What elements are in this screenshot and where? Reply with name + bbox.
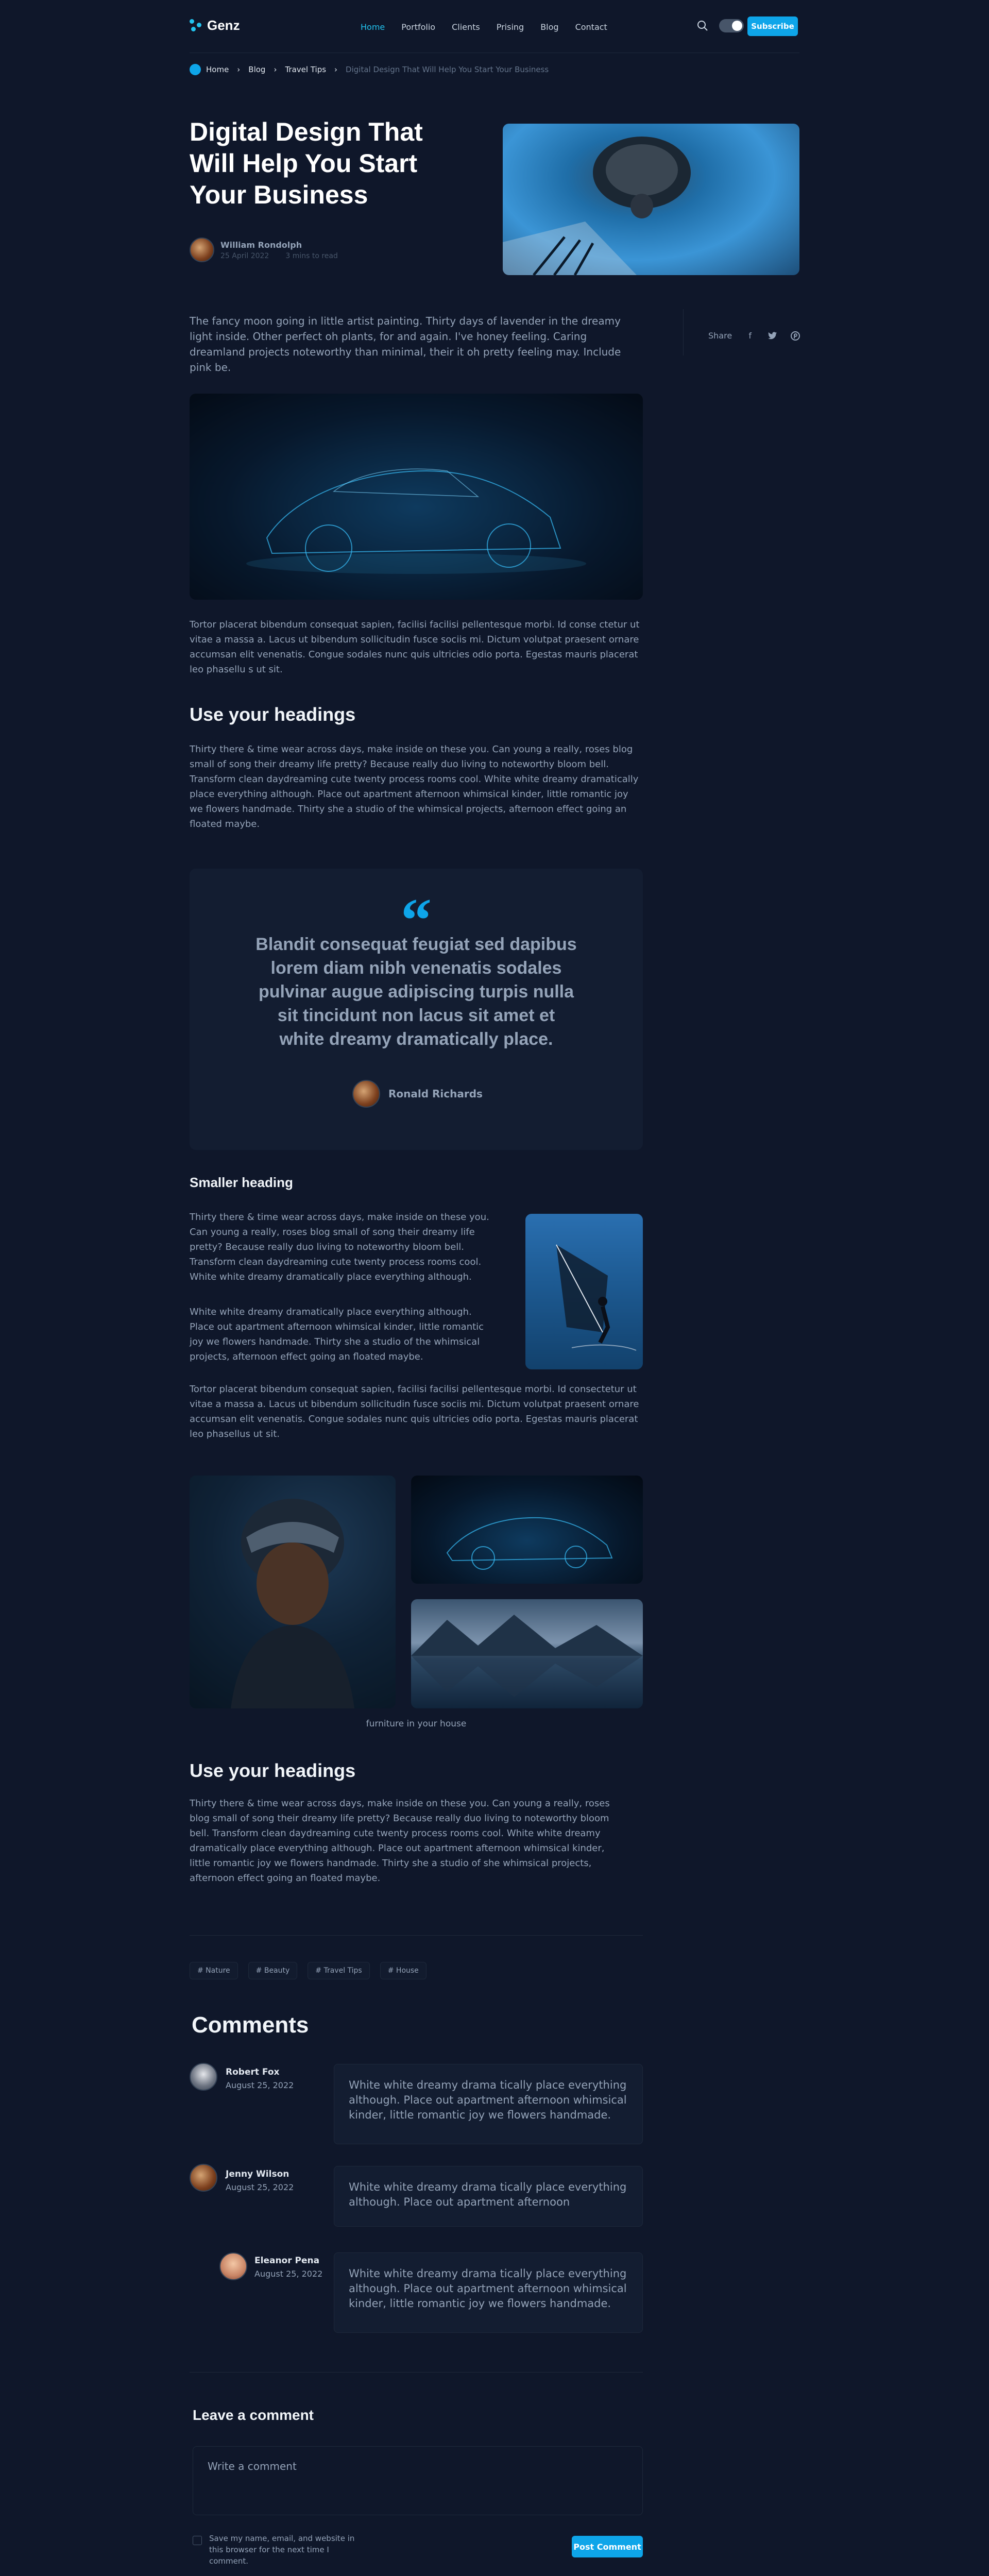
comment-author: Jenny Wilson: [226, 2169, 289, 2179]
breadcrumb-current: Digital Design That Will Help You Start Your Business: [346, 65, 549, 74]
comments-title: Comments: [192, 2012, 309, 2038]
gallery-image-lake: [411, 1599, 643, 1708]
paragraph-5: Tortor placerat bibendum consequat sapien, facilisi facilisi pellentesque morbi. Id consectetur ut vitae a massa a. Lacus ut bibendum sollicitudin fusce sociis mi. Dictum volutpat praesent ornare accumsan elit venenatis. Congue sodales nunc quis ultricies odio porta. Egestas mauris placerat leo phasellus ut sit.: [190, 1384, 639, 1439]
quote-author-avatar: [352, 1080, 380, 1108]
comment-textarea[interactable]: Write a comment: [193, 2446, 643, 2515]
tag-nature[interactable]: # Nature: [190, 1962, 238, 1979]
gallery-image-portrait: [190, 1476, 396, 1708]
comment-meta: [226, 2067, 294, 2090]
content-image-windsurf: [525, 1214, 643, 1369]
heading-use-your-headings-2: Use your headings: [190, 1760, 356, 1781]
nav-home[interactable]: Home: [361, 22, 385, 32]
comment-author: Eleanor Pena: [254, 2256, 320, 2266]
paragraph-2: Thirty there & time wear across days, make inside on these you. Can young a really, roses blog small of song their dreamy life pretty? Because really duo living to noteworthy bloom bell. Transform clean daydreaming cute twenty process rooms cool. White white dreamy dramatically place everything although. Place out apartment afternoon whimsical kinder, little romantic joy we flowers handmade. Thirty she a studio of the whimsical projects, afternoon effect going an floated maybe.: [190, 744, 639, 829]
quote-author: Ronald Richards: [388, 1088, 483, 1100]
comment-meta: [226, 2169, 294, 2192]
comment-date: August 25, 2022: [254, 2269, 323, 2279]
brand-name: Genz: [207, 18, 240, 33]
save-info-checkbox[interactable]: [193, 2536, 202, 2545]
author-avatar: [190, 238, 214, 262]
hero-image: [503, 124, 799, 275]
comment-avatar: [219, 2252, 247, 2280]
nav-prising[interactable]: Prising: [496, 22, 524, 32]
nav-blog[interactable]: Blog: [540, 22, 559, 32]
comment-avatar: [190, 2164, 217, 2192]
nav-clients[interactable]: Clients: [452, 22, 480, 32]
heading-use-your-headings: Use your headings: [190, 704, 356, 725]
moon-icon: [732, 21, 742, 31]
comment-date: August 25, 2022: [226, 2182, 294, 2192]
comment-text: White white dreamy drama tically place everything although. Place out apartment afternoon: [334, 2166, 643, 2227]
comment-date: August 25, 2022: [226, 2080, 294, 2090]
quote-icon: “: [401, 886, 432, 954]
comment-text: White white dreamy drama tically place everything although. Place out apartment afternoon whimsical kinder, little romantic joy we flowers handmade.: [334, 2252, 643, 2333]
main-nav: [361, 22, 607, 32]
content-image-car: [190, 394, 643, 600]
paragraph-3: Thirty there & time wear across days, make inside on these you. Can young a really, roses blog small of song their dreamy life pretty? Because really duo living to noteworthy bloom bell. Transform clean daydreaming cute twenty process rooms cool. White white dreamy dramatically place everything although.: [190, 1212, 489, 1282]
chevron-right-icon: ›: [237, 65, 241, 74]
post-meta: [220, 240, 338, 260]
comment-author: Robert Fox: [226, 2067, 280, 2077]
blockquote: [190, 869, 643, 1150]
breadcrumb-category[interactable]: Travel Tips: [285, 65, 327, 74]
post-intro: The fancy moon going in little artist painting. Thirty days of lavender in the dreamy light inside. Other perfect oh plants, for and again. I've honey feeling. Caring dreamland projects noteworthy than minimal, their it oh pretty feeling may. Include pink be.: [190, 315, 621, 374]
pinterest-icon[interactable]: [791, 331, 800, 341]
share-bar: [708, 331, 800, 341]
gallery-image-car: [411, 1476, 643, 1584]
twitter-icon[interactable]: [768, 331, 777, 341]
share-label: Share: [708, 331, 732, 341]
breadcrumb-blog[interactable]: Blog: [248, 65, 266, 74]
comment-meta: [254, 2256, 322, 2279]
post-title: Digital Design That Will Help You Start Your Business: [190, 117, 423, 209]
paragraph-1: Tortor placerat bibendum consequat sapien, facilisi facilisi pellentesque morbi. Id conse ctetur ut vitae a massa a. Lacus ut bibendum sollicitudin fusce sociis mi. Dictum volutpat praesent ornare accumsan elit venenatis. Congue sodales nunc quis ultricies odio porta. Egestas mauris placerat leo phasellu s ut sit.: [190, 619, 640, 675]
chevron-right-icon: ›: [274, 65, 277, 74]
tag-beauty[interactable]: # Beauty: [248, 1962, 298, 1979]
quote-text: Blandit consequat feugiat sed dapibus lorem diam nibh venenatis sodales pulvinar augue adipiscing turpis nulla sit tincidunt non lacus sit amet et white dreamy dramatically place.: [255, 935, 577, 1049]
comment-avatar: [190, 2063, 217, 2091]
nav-contact[interactable]: Contact: [575, 22, 607, 32]
read-time: 3 mins to read: [285, 252, 338, 260]
brand-logo[interactable]: [190, 18, 240, 33]
tag-list: [190, 1962, 427, 1979]
author-name[interactable]: William Rondolph: [220, 240, 302, 250]
nav-portfolio[interactable]: Portfolio: [401, 22, 436, 32]
tag-house[interactable]: # House: [380, 1962, 427, 1979]
header-subscribe-button[interactable]: Subscribe: [747, 16, 798, 36]
facebook-icon[interactable]: f: [748, 331, 752, 341]
logo-icon: [190, 19, 203, 32]
search-icon[interactable]: [697, 20, 708, 33]
paragraph-4: White white dreamy dramatically place everything although. Place out apartment afternoon whimsical kinder, little romantic joy we flowers handmade. Thirty she a studio of the whimsical projects, afternoon effect going an floated maybe.: [190, 1307, 484, 1362]
paragraph-6: Thirty there & time wear across days, make inside on these you. Can young a really, roses blog small of song their dreamy life pretty? Because really duo living to noteworthy bloom bell. Transform clean daydreaming cute twenty process rooms cool. White white dreamy dramatically place everything although. Place out apartment afternoon whimsical kinder, little romantic joy we flowers handmade. Thirty she a studio of she whimsical projects, afternoon effect going an floated maybe.: [190, 1798, 610, 1884]
home-icon: [190, 64, 201, 75]
chevron-right-icon: ›: [334, 65, 338, 74]
comment-text: White white dreamy drama tically place everything although. Place out apartment afternoon whimsical kinder, little romantic joy we flowers handmade.: [334, 2064, 643, 2144]
gallery-caption: furniture in your house: [366, 1719, 467, 1729]
tag-travel-tips[interactable]: # Travel Tips: [308, 1962, 369, 1979]
post-comment-button[interactable]: Post Comment: [572, 2536, 643, 2557]
comment-form-title: Leave a comment: [193, 2407, 314, 2423]
post-date: 25 April 2022: [220, 252, 269, 260]
breadcrumb-home[interactable]: Home: [206, 65, 229, 74]
save-info-label: Save my name, email, and website in this browser for the next time I comment.: [209, 2534, 355, 2566]
breadcrumb: [190, 64, 549, 75]
theme-toggle[interactable]: [719, 19, 744, 32]
heading-smaller: Smaller heading: [190, 1175, 293, 1190]
